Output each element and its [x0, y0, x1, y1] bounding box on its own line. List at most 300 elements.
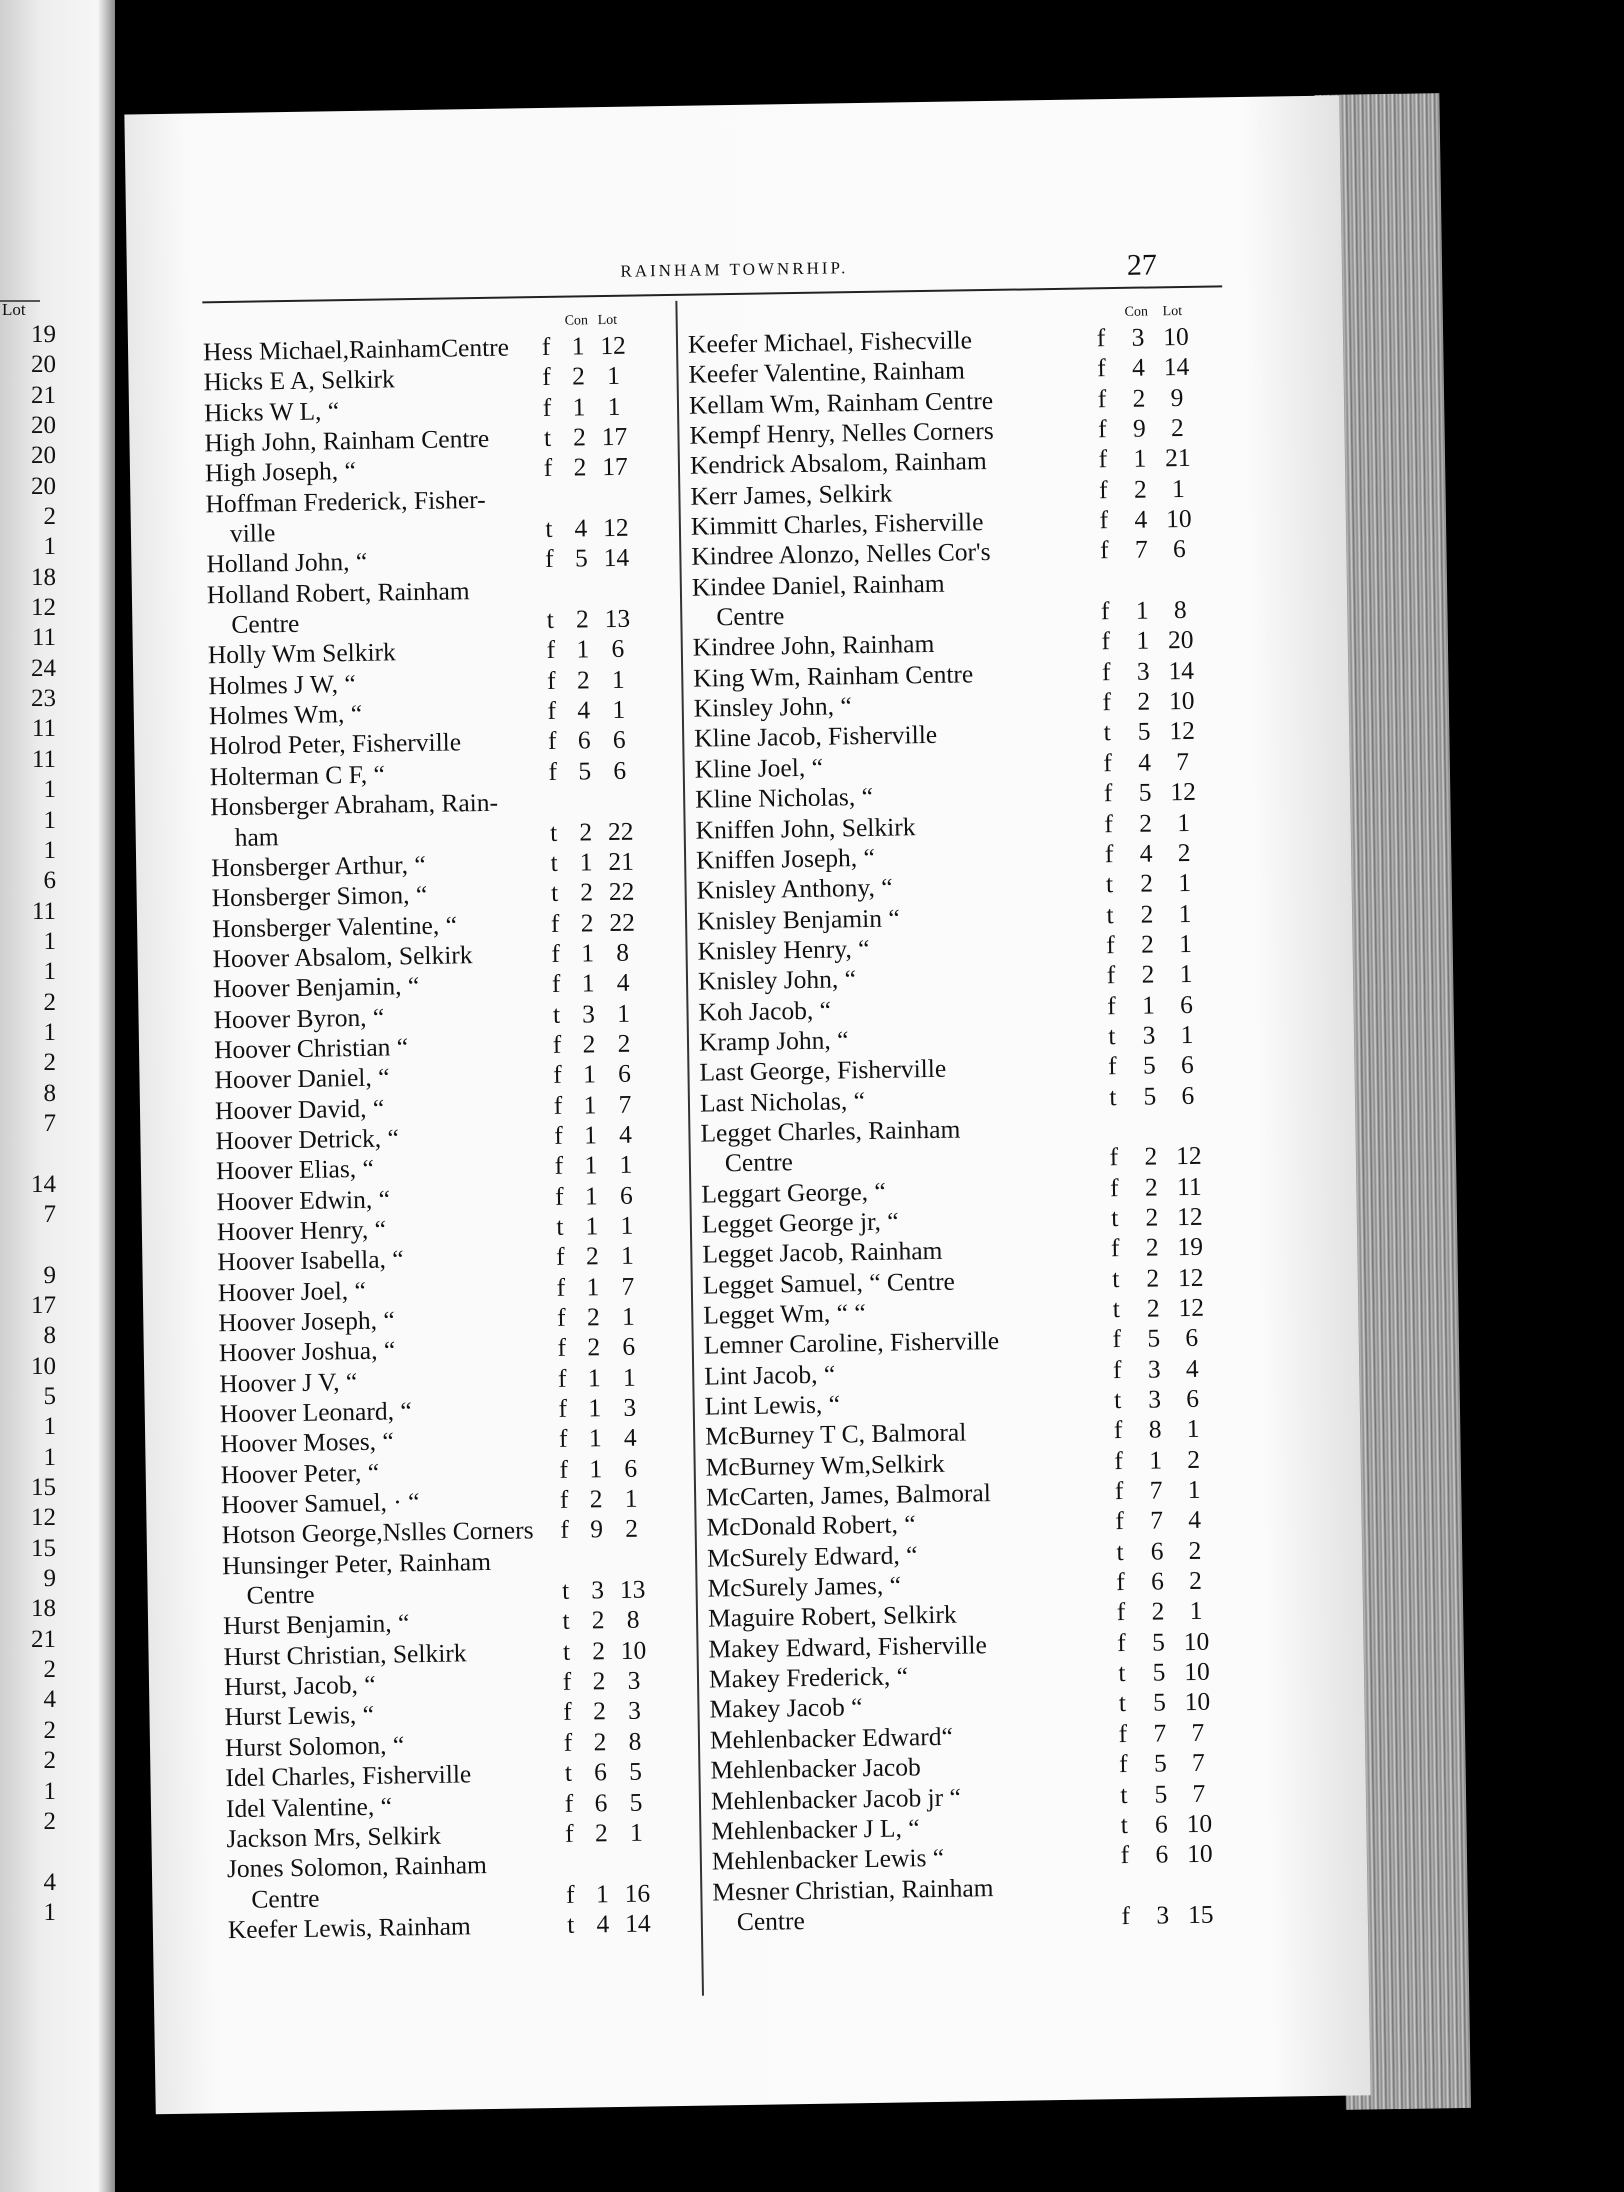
concession-number: 6 — [1155, 1839, 1169, 1869]
tenure-code: f — [1104, 838, 1114, 869]
tenure-code: f — [559, 1454, 569, 1484]
previous-page-lot-number: 19 — [31, 321, 56, 348]
resident-name: Honsberger Arthur, “ — [210, 849, 426, 883]
previous-page-lot-number: 7 — [43, 1109, 56, 1137]
lot-number: 1 — [1171, 473, 1185, 503]
lot-number: 1 — [611, 664, 625, 694]
tenure-code: t — [1108, 1021, 1116, 1051]
tenure-code: f — [1101, 656, 1111, 687]
resident-name: Makey Edward, Fisherville — [708, 1629, 988, 1664]
concession-number: 1 — [586, 1271, 600, 1302]
lot-number: 1 — [620, 1210, 634, 1240]
resident-name: Hoover Joel, “ — [217, 1275, 367, 1307]
resident-name: McSurely Edward, “ — [706, 1540, 918, 1573]
resident-name: Kline Jacob, Fisherville — [694, 720, 938, 754]
lot-number: 19 — [1177, 1232, 1204, 1262]
resident-name: Legget Samuel, “ Centre — [702, 1266, 956, 1300]
concession-number: 4 — [596, 1909, 610, 1939]
previous-page-lot-number: 21 — [31, 1625, 56, 1653]
lot-number: 17 — [601, 421, 628, 452]
concession-number: 2 — [592, 1666, 606, 1696]
concession-number: 3 — [581, 998, 596, 1029]
concession-number: 3 — [1148, 1384, 1162, 1414]
tenure-code: f — [563, 1697, 572, 1727]
lot-number: 10 — [620, 1635, 647, 1665]
resident-name: Centre — [251, 1883, 320, 1914]
tenure-code: f — [1109, 1172, 1119, 1202]
resident-name: Lemner Caroline, Fisherville — [703, 1326, 1000, 1360]
previous-page-lot-number: 8 — [43, 1322, 56, 1350]
previous-page-lot-number: 2 — [43, 1656, 56, 1684]
previous-page-lot-number: 2 — [43, 1716, 56, 1744]
concession-number: 1 — [579, 847, 593, 877]
page-number: 27 — [1126, 248, 1158, 282]
tenure-code: f — [1098, 474, 1108, 505]
lot-number: 22 — [607, 816, 634, 846]
resident-name: Legget George jr, “ — [701, 1206, 899, 1239]
tenure-code: f — [1101, 626, 1111, 656]
concession-number: 1 — [1149, 1445, 1163, 1475]
tenure-code: f — [546, 665, 556, 695]
resident-name: Hurst Christian, Selkirk — [223, 1638, 467, 1671]
previous-page-lot-number: 24 — [31, 654, 56, 682]
concession-number: 9 — [590, 1514, 604, 1544]
resident-name: McBurney Wm,Selkirk — [705, 1448, 945, 1482]
running-head: RAINHAM TOWNRHIP. — [620, 258, 849, 281]
resident-name: Knisley John, “ — [697, 964, 857, 996]
lot-number: 2 — [1187, 1444, 1201, 1474]
tenure-code: f — [547, 695, 557, 726]
resident-name: Makey Frederick, “ — [708, 1661, 909, 1694]
tenure-code: t — [543, 422, 552, 453]
lot-number: 4 — [1187, 1505, 1202, 1535]
lot-number: 7 — [618, 1089, 632, 1119]
resident-name: Leggart George, “ — [701, 1176, 886, 1209]
tenure-code: f — [557, 1333, 567, 1363]
tenure-code: f — [1103, 747, 1113, 778]
resident-name: Honsberger Abraham, Rain- — [210, 787, 499, 822]
resident-name: Mehlenbacker Lewis “ — [711, 1843, 945, 1876]
tenure-code: f — [1112, 1324, 1122, 1354]
concession-number: 1 — [581, 968, 595, 998]
tenure-code: t — [1111, 1263, 1120, 1293]
left-column — [203, 308, 689, 1945]
concession-number: 1 — [1135, 595, 1149, 625]
tenure-code: f — [1099, 505, 1109, 535]
resident-name: Hicks E A, Selkirk — [203, 364, 396, 397]
concession-number: 1 — [584, 1180, 599, 1211]
resident-name: Knisley Anthony, “ — [696, 872, 893, 905]
lot-number: 1 — [1178, 928, 1193, 958]
concession-number: 7 — [1153, 1718, 1167, 1748]
concession-number: 1 — [587, 1362, 601, 1393]
concession-number: 2 — [579, 816, 593, 846]
tenure-code: f — [1096, 353, 1106, 383]
previous-page-lot-number: 11 — [31, 745, 56, 773]
resident-name: Knisley Henry, “ — [697, 933, 870, 966]
concession-number: 2 — [591, 1605, 605, 1635]
resident-name: Mehlenbacker Edward“ — [709, 1721, 954, 1755]
previous-page-lot-number: 2 — [43, 503, 56, 531]
resident-name: Honsberger Valentine, “ — [211, 909, 458, 943]
previous-page-lot-number: 18 — [31, 1595, 56, 1623]
tenure-code: f — [556, 1302, 566, 1332]
lot-number: 10 — [1184, 1687, 1211, 1717]
lot-number: 12 — [1175, 1141, 1202, 1171]
tenure-code: f — [1106, 960, 1116, 990]
concession-number: 2 — [1132, 383, 1146, 413]
lot-number: 6 — [1181, 1080, 1195, 1110]
previous-page-lot-number: 1 — [43, 1018, 56, 1046]
tenure-code: f — [1120, 1840, 1130, 1870]
tenure-code: f — [1097, 383, 1107, 413]
concession-number: 2 — [1151, 1596, 1165, 1627]
tenure-code: f — [558, 1424, 568, 1454]
previous-page-lot-number — [0, 1837, 56, 1867]
lot-number: 2 — [1188, 1565, 1203, 1596]
tenure-code: f — [1100, 596, 1110, 626]
lot-number: 7 — [1191, 1747, 1205, 1778]
concession-number: 1 — [588, 1423, 602, 1453]
concession-number: 2 — [594, 1818, 609, 1848]
lot-number: 1 — [1187, 1474, 1201, 1505]
lot-number: 6 — [624, 1453, 638, 1483]
resident-name: McCarten, James, Balmoral — [705, 1478, 992, 1512]
resident-name: Hoover Daniel, “ — [214, 1062, 390, 1095]
resident-name: Centre — [724, 1147, 794, 1178]
lot-number: 1 — [1177, 807, 1191, 837]
lot-number: 5 — [629, 1787, 643, 1817]
lot-number: 3 — [627, 1665, 641, 1695]
tenure-code: f — [1110, 1233, 1120, 1263]
tenure-code: t — [545, 513, 553, 544]
tenure-code: t — [1111, 1203, 1119, 1233]
concession-number: 1 — [583, 1120, 598, 1150]
lot-number — [1170, 1111, 1206, 1112]
lot-number: 22 — [609, 907, 636, 937]
concession-number: 5 — [1147, 1323, 1161, 1353]
resident-name: Hoover Henry, “ — [216, 1214, 387, 1247]
concession-number: 7 — [1134, 534, 1148, 565]
concession-number: 3 — [1147, 1354, 1161, 1384]
lot-number: 2 — [1170, 412, 1185, 443]
resident-name: Centre — [736, 1905, 806, 1937]
previous-page-lot-number: 1 — [43, 1777, 56, 1805]
previous-page-lot-number: 9 — [43, 1565, 56, 1593]
concession-number: 8 — [1148, 1414, 1162, 1444]
tenure-code: f — [553, 1060, 562, 1090]
tenure-code: f — [1098, 444, 1108, 474]
lot-number: 1 — [607, 391, 621, 421]
concession-number: 6 — [594, 1787, 608, 1817]
resident-name: Hoover David, “ — [214, 1093, 385, 1125]
concession-number: 4 — [577, 695, 591, 725]
tenure-code: f — [551, 938, 561, 968]
resident-name: Hess Michael,RainhamCentre — [202, 332, 510, 367]
resident-name: Hoover Christian “ — [213, 1032, 409, 1065]
lot-number: 10 — [1186, 1808, 1213, 1838]
resident-name: Hotson George,Nslles Corners — [221, 1515, 534, 1550]
resident-name: Honsberger Simon, “ — [211, 880, 428, 913]
previous-page-lot-number: 7 — [43, 1200, 56, 1228]
previous-page-lot-number: 10 — [31, 1352, 56, 1380]
previous-page-lot-number: 23 — [31, 685, 56, 713]
tenure-code: f — [1112, 1354, 1122, 1384]
con-header: Con — [1124, 304, 1149, 320]
tenure-code: f — [552, 1029, 562, 1059]
lot-number — [599, 573, 635, 574]
resident-name: Kindree Alonzo, Nelles Cor's — [691, 537, 991, 572]
concession-number: 2 — [593, 1726, 607, 1757]
tenure-code: t — [1109, 1081, 1117, 1111]
resident-name: Legget Jacob, Rainham — [702, 1236, 943, 1269]
concession-number: 2 — [580, 907, 594, 938]
lot-number: 14 — [1168, 655, 1195, 685]
concession-number: 1 — [595, 1878, 609, 1908]
previous-page-lot-number: 21 — [31, 381, 56, 409]
previous-page-lot-number: 1 — [43, 836, 56, 864]
lot-number: 6 — [612, 725, 626, 755]
concession-number: 5 — [1137, 716, 1151, 747]
tenure-code: f — [563, 1727, 573, 1757]
tenure-code: f — [556, 1272, 566, 1302]
lot-number: 1 — [629, 1817, 644, 1847]
concession-number: 1 — [576, 634, 590, 664]
resident-name: McSurely James, “ — [707, 1570, 902, 1603]
concession-number: 2 — [585, 1241, 599, 1271]
resident-name: Kniffen John, Selkirk — [695, 811, 916, 845]
concession-number: 2 — [573, 452, 587, 482]
concession-number: 2 — [1145, 1232, 1159, 1262]
concession-number: 5 — [1152, 1657, 1166, 1687]
resident-name: Centre — [716, 601, 785, 632]
resident-name: Hoover Detrick, “ — [215, 1123, 400, 1156]
resident-name: Hicks W L, “ — [203, 395, 340, 428]
tenure-code: f — [1097, 414, 1107, 444]
tenure-code: f — [1106, 929, 1116, 960]
lot-number: 7 — [1191, 1717, 1205, 1747]
previous-page-lot-number: 4 — [43, 1868, 56, 1896]
tenure-code: f — [550, 908, 560, 938]
concession-number: 3 — [1142, 1020, 1156, 1050]
resident-name: High Joseph, “ — [204, 456, 357, 488]
concession-number: 5 — [1143, 1081, 1157, 1111]
resident-name: Hurst Lewis, “ — [224, 1700, 375, 1732]
tenure-code: t — [550, 878, 559, 908]
concession-number: 6 — [1150, 1536, 1164, 1566]
lot-number: 2 — [625, 1514, 639, 1544]
concession-number: 3 — [1156, 1900, 1170, 1930]
resident-name: Kindee Daniel, Rainham — [691, 568, 945, 602]
lot-number: 6 — [1185, 1323, 1199, 1353]
lot-number: 7 — [1192, 1778, 1206, 1808]
lot-number: 1 — [622, 1362, 636, 1392]
lot-number: 16 — [624, 1878, 651, 1908]
concession-number: 7 — [1149, 1505, 1164, 1536]
previous-page-lot-number: 14 — [31, 1170, 56, 1198]
tenure-code: t — [556, 1211, 564, 1241]
resident-name: Hoover Isabella, “ — [217, 1244, 404, 1277]
previous-page-lot-number: 1 — [43, 958, 56, 986]
previous-page-lot-number: 20 — [31, 472, 56, 500]
previous-page-lot-number: 8 — [43, 1079, 56, 1107]
tenure-code: t — [1120, 1779, 1128, 1809]
previous-page-lot-number: 6 — [43, 867, 56, 895]
previous-page-lot-header: Lot — [2, 300, 26, 319]
resident-name: Keefer Valentine, Rainham — [688, 355, 966, 390]
resident-name: Hurst Solomon, “ — [224, 1730, 405, 1762]
concession-number: 2 — [586, 1302, 600, 1332]
resident-name: Kline Joel, “ — [694, 752, 824, 784]
lot-number: 22 — [608, 876, 635, 907]
resident-name: Mehlenbacker J L, “ — [711, 1813, 920, 1846]
con-header: Con — [564, 313, 589, 329]
lot-number: 10 — [1183, 1656, 1210, 1687]
resident-name: Lint Lewis, “ — [704, 1389, 841, 1421]
lot-number: 12 — [1178, 1292, 1205, 1323]
resident-name: King Wm, Rainham Centre — [693, 659, 974, 693]
resident-name: Hoover Edwin, “ — [216, 1184, 391, 1216]
concession-number: 2 — [1144, 1172, 1158, 1202]
previous-page-lot-number: 4 — [43, 1686, 56, 1714]
concession-number: 2 — [592, 1696, 607, 1726]
lot-number: 12 — [1176, 1201, 1203, 1232]
lot-number: 6 — [1179, 989, 1194, 1019]
lot-number: 1 — [1179, 959, 1193, 989]
tenure-code: f — [554, 1151, 564, 1181]
header-rule — [202, 285, 1222, 303]
directory-page — [124, 95, 1370, 2114]
previous-page-lot-number: 18 — [31, 563, 56, 591]
resident-name: Kindree John, Rainham — [692, 629, 935, 663]
concession-number: 6 — [1154, 1809, 1168, 1839]
concession-number: 2 — [589, 1484, 603, 1514]
resident-name: McDonald Robert, “ — [706, 1509, 916, 1542]
concession-number: 2 — [572, 422, 587, 452]
tenure-code: t — [1118, 1658, 1126, 1688]
concession-number: 1 — [1136, 625, 1150, 656]
lot-number: 13 — [619, 1574, 646, 1605]
tenure-code: f — [541, 331, 551, 362]
lot-number: 21 — [1164, 443, 1191, 473]
tenure-code: f — [559, 1484, 569, 1514]
concession-number: 5 — [1142, 1050, 1157, 1080]
resident-name: Hoover Samuel, · “ — [220, 1487, 420, 1520]
concession-number: 1 — [583, 1089, 597, 1120]
resident-name: Last George, Fisherville — [699, 1054, 947, 1087]
resident-name: Idel Valentine, “ — [225, 1791, 393, 1823]
resident-name: Kerr James, Selkirk — [690, 478, 893, 511]
concession-number: 2 — [575, 604, 589, 634]
resident-name: Holterman C F, “ — [209, 759, 385, 792]
resident-name: Kramp John, “ — [698, 1025, 849, 1057]
lot-number: 10 — [1165, 503, 1192, 534]
resident-name: High John, Rainham Centre — [204, 423, 490, 458]
tenure-code: f — [558, 1393, 568, 1423]
concession-number: 9 — [1132, 413, 1147, 443]
lot-number: 12 — [1170, 776, 1197, 807]
lot-number — [1162, 564, 1198, 565]
resident-name: Keefer Lewis, Rainham — [227, 1911, 471, 1945]
previous-page-lot-number: 2 — [43, 1807, 56, 1835]
lot-number: 14 — [624, 1908, 651, 1938]
tenure-code: t — [552, 999, 561, 1029]
tenure-code: f — [1107, 990, 1116, 1020]
previous-page-lot-number: 5 — [43, 1383, 56, 1411]
tenure-code: f — [1114, 1445, 1124, 1475]
resident-name: Koh Jacob, “ — [698, 995, 832, 1027]
tenure-code: t — [1113, 1385, 1122, 1415]
previous-page-lot-number: 11 — [31, 897, 56, 925]
tenure-code: f — [564, 1788, 574, 1818]
previous-page-edge — [0, 0, 115, 2192]
tenure-code: f — [1117, 1627, 1126, 1657]
concession-number: 1 — [580, 938, 595, 968]
concession-number: 3 — [590, 1575, 605, 1605]
previous-page-lot-number: 1 — [43, 927, 56, 955]
tenure-code: t — [562, 1636, 571, 1666]
tenure-code: t — [1106, 899, 1114, 929]
lot-number: 7 — [621, 1271, 635, 1301]
concession-number: 5 — [1154, 1778, 1168, 1809]
lot-number: 1 — [606, 361, 621, 391]
tenure-code: t — [562, 1606, 570, 1636]
previous-page-lot-number: 12 — [31, 1504, 56, 1532]
resident-name: Maguire Robert, Selkirk — [707, 1600, 957, 1634]
previous-page-lot-number: 1 — [43, 533, 56, 561]
lot-number: 21 — [608, 846, 635, 876]
resident-name: Centre — [246, 1579, 315, 1610]
previous-page-lot-number: 20 — [31, 412, 56, 440]
lot-number: 1 — [1177, 868, 1192, 898]
tenure-code: f — [1116, 1597, 1126, 1627]
lot-number: 6 — [622, 1332, 636, 1362]
resident-name: Kendrick Absalom, Rainham — [689, 446, 987, 481]
resident-name: Mehlenbacker Jacob jr “ — [710, 1782, 962, 1816]
lot-number: 4 — [1185, 1353, 1199, 1383]
resident-name: Legget Wm, “ “ — [703, 1298, 866, 1330]
lot-header: Lot — [597, 312, 618, 329]
lot-number: 6 — [613, 755, 627, 785]
previous-page-lot-number: 1 — [43, 776, 56, 804]
lot-number: 12 — [602, 512, 629, 543]
tenure-code: f — [1099, 535, 1109, 565]
lot-number: 14 — [1163, 352, 1190, 382]
resident-name: Kinsley John, “ — [693, 691, 852, 723]
tenure-code: f — [1102, 687, 1112, 717]
concession-number: 1 — [585, 1211, 599, 1241]
resident-name: Hoover Joshua, “ — [218, 1335, 396, 1368]
tenure-code: t — [561, 1575, 570, 1605]
concession-number: 2 — [1137, 686, 1151, 716]
previous-page-lot-column — [0, 320, 56, 1928]
concession-number: 1 — [588, 1393, 602, 1423]
concession-number: 7 — [1149, 1475, 1163, 1505]
lot-number: 2 — [1188, 1535, 1202, 1565]
lot-number: 9 — [1170, 382, 1184, 412]
lot-number — [1182, 1869, 1218, 1870]
tenure-code: f — [544, 544, 554, 574]
tenure-code: t — [564, 1757, 573, 1787]
lot-number: 13 — [604, 603, 631, 634]
resident-name: Kempf Henry, Nelles Corners — [689, 415, 994, 450]
tenure-code: f — [1113, 1415, 1123, 1445]
lot-number: 10 — [1183, 1626, 1210, 1656]
lot-number: 1 — [1180, 1019, 1194, 1049]
resident-name: Kimmitt Charles, Fisherville — [690, 507, 984, 541]
lot-number: 6 — [1180, 1050, 1195, 1080]
tenure-code: t — [1103, 717, 1111, 747]
